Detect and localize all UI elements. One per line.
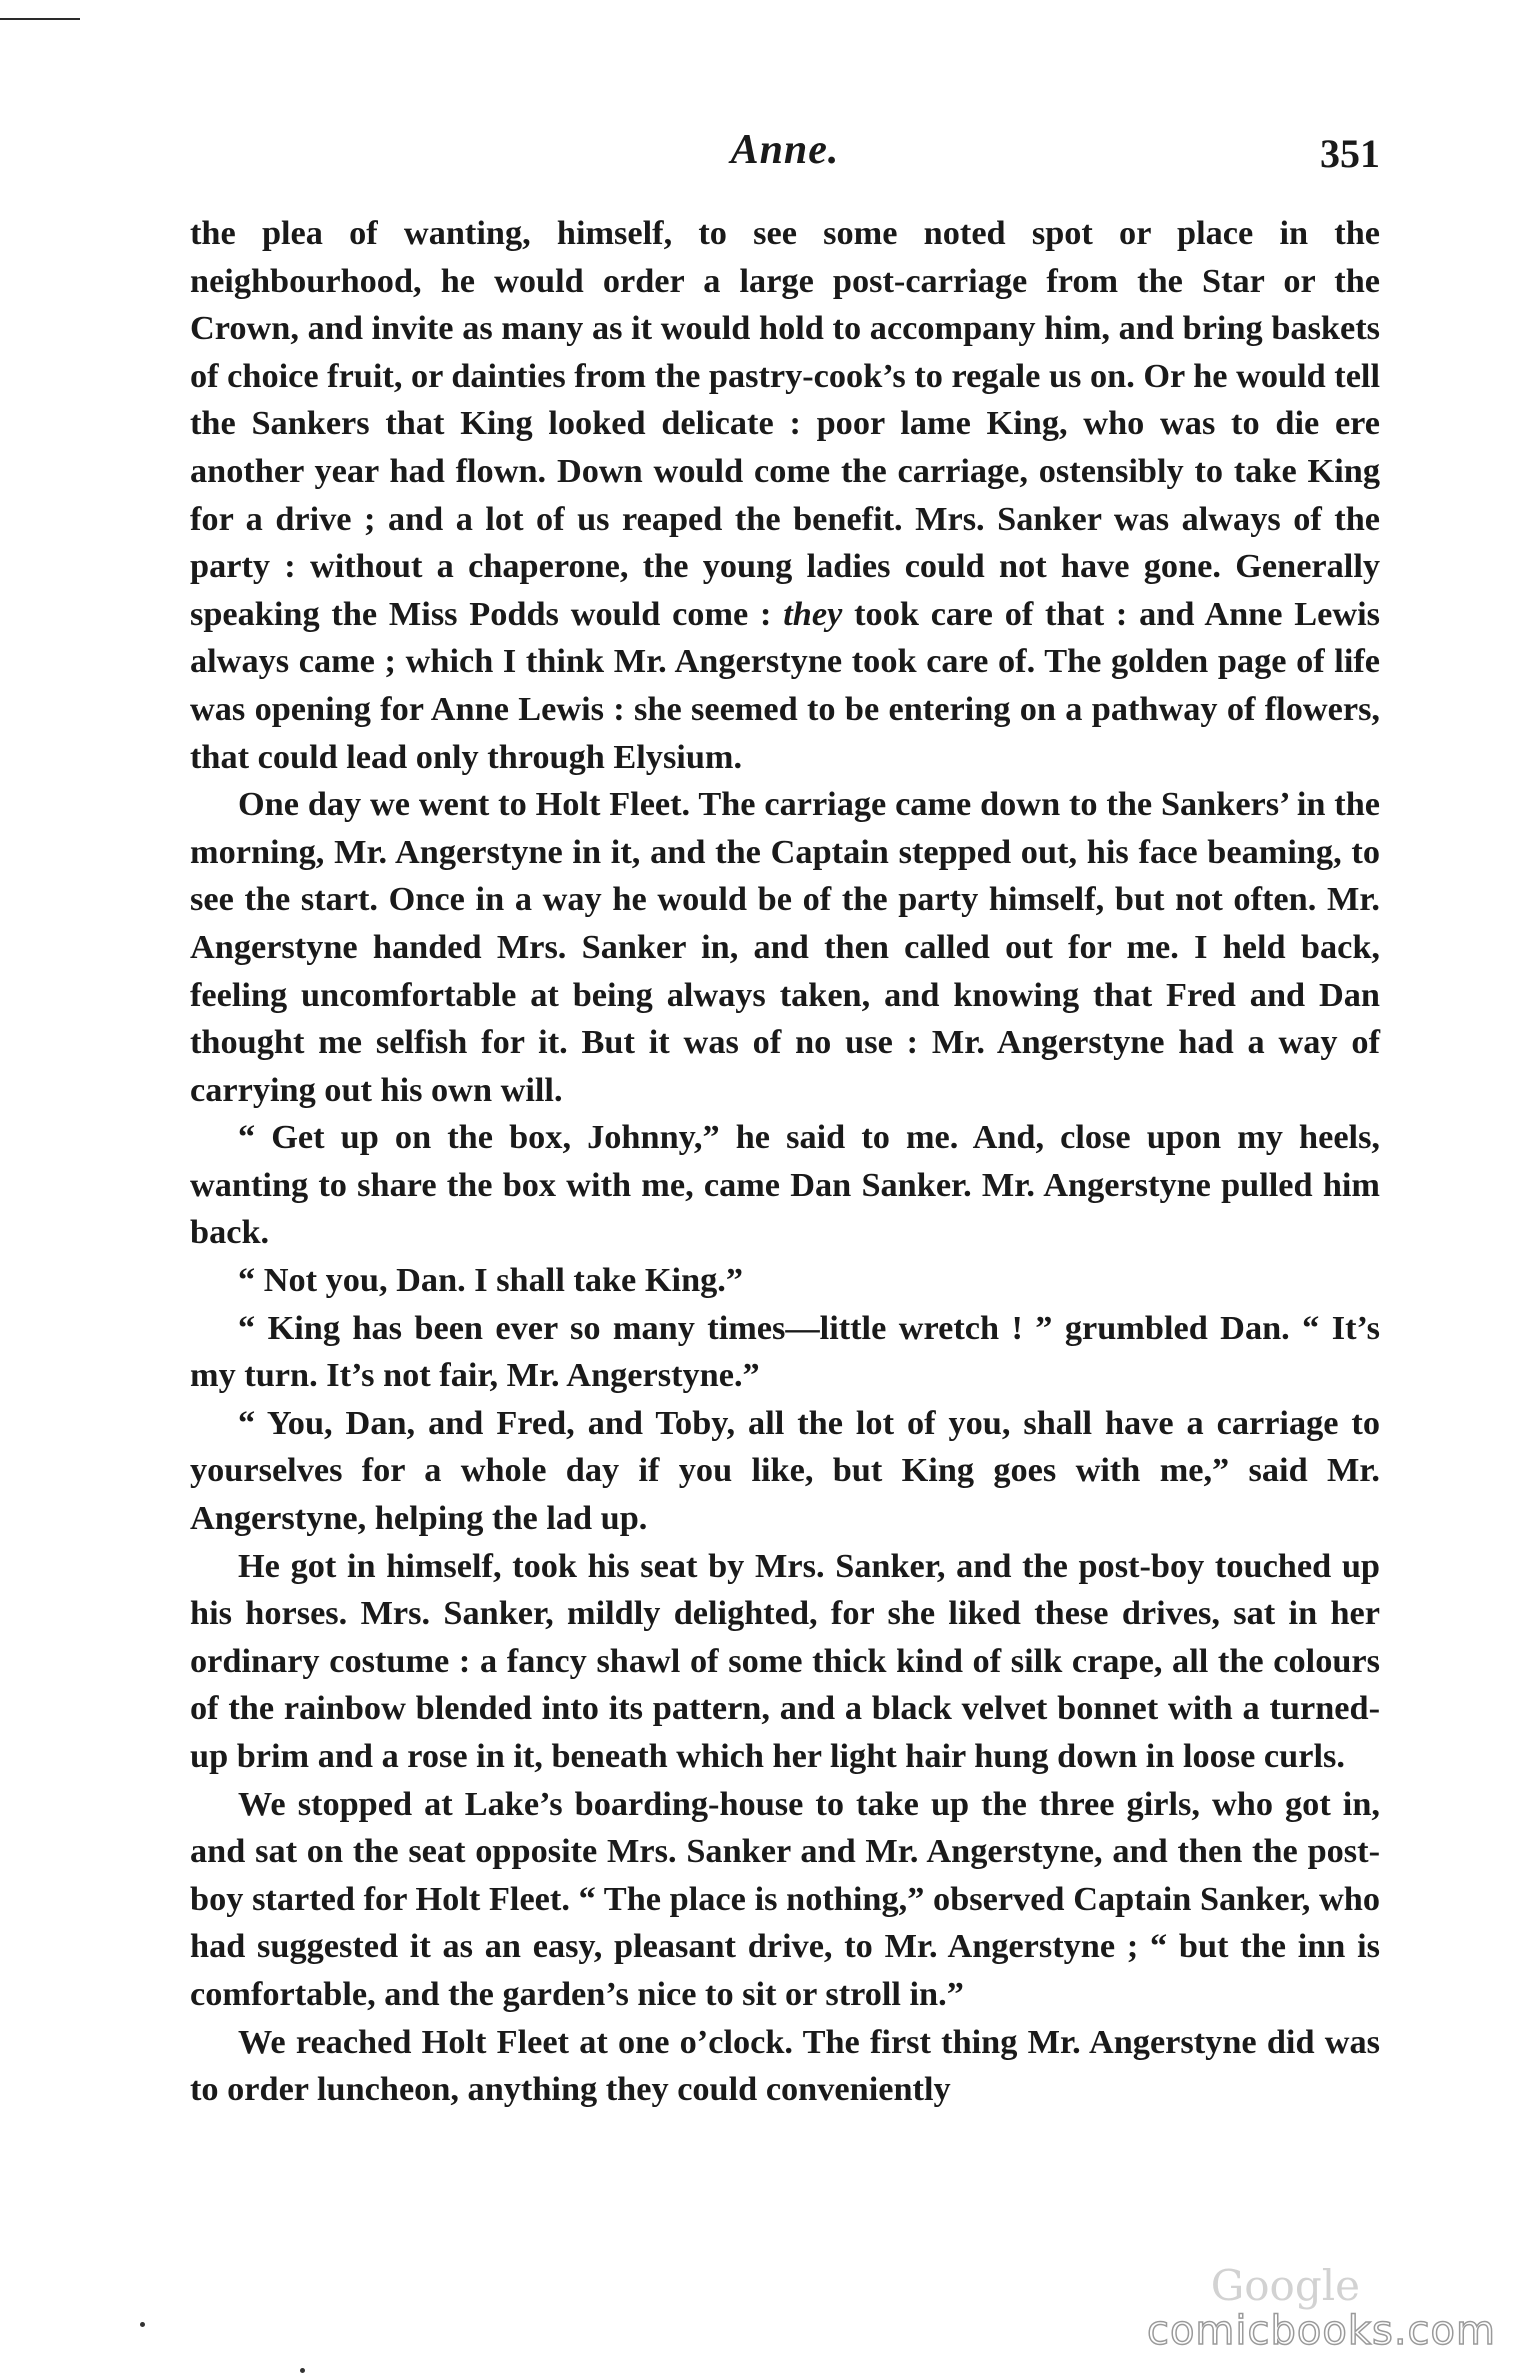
paragraph-8: We stopped at Lake’s boarding-house to take up the three girls, who got in, and sat on the seat opposite Mrs. Sanker and Mr. Angerstyne, and then the post-boy started for Holt Fleet. “ The place is nothing,” observed Captain Sanker, who had suggested it as an easy, pleasant drive, to Mr. Angerstyne ; “ but the inn is comfortable, and the garden’s nice to sit or stroll in.” (190, 1784, 1380, 2013)
paragraph-1 (190, 210, 1380, 781)
page-header (190, 126, 1380, 186)
paragraph-7: He got in himself, took his seat by Mrs. Sanker, and the post-boy touched up his horses. Mrs. Sanker, mildly delighted, for she liked these drives, sat in her ordinary costume : a fancy shawl of some thick kind of silk crape, all the colours of the rainbow blended into its pattern, and a black velvet bonnet with a turned-up brim and a rose in it, beneath which her light hair hung down in loose curls. (190, 1546, 1380, 1775)
paragraph-1-italic: they (783, 594, 843, 633)
margin-speck (140, 2322, 145, 2327)
paragraph-3: “ Get up on the box, Johnny,” he said to me. And, close upon my heels, wanting to share the box with me, came Dan Sanker. Mr. Angerstyne pulled him back. (190, 1118, 1380, 1252)
paragraph-1-text: the plea of wanting, himself, to see some noted spot or place in the neighbourhood, he would order a large post-carriage from the Star or the Crown, and invite as many as it would hold to accompany him, and bring baskets of choice fruit, or dainties from the pastry-cook’s to regale us on. Or he would tell the Sankers that King looked delicate : poor lame King, who was to die ere another year had flown. Down would come the carriage, ostensibly to take King for a drive ; and a lot of us reaped the benefit. Mrs. Sanker was always of the party : without a chaperone, the young ladies could not have gone. Generally speaking the Miss Podds would come : (190, 214, 1380, 633)
paragraph-5: “ King has been ever so many times—little wretch ! ” grumbled Dan. “ It’s my turn. It’s not fair, Mr. Angerstyne.” (190, 1308, 1380, 1395)
corner-rule (0, 18, 80, 20)
page-number: 351 (1320, 131, 1380, 176)
paragraph-6: “ You, Dan, and Fred, and Toby, all the lot of you, shall have a carriage to yourselves for a whole day if you like, but King goes with me,” said Mr. Angerstyne, helping the lad up. (190, 1403, 1380, 1538)
ghost-watermark: Google (1210, 2261, 1360, 2310)
site-watermark: comicbooks.com (1146, 2308, 1496, 2354)
running-head: Anne. (730, 127, 840, 173)
margin-speck (300, 2368, 305, 2373)
body-text (190, 210, 1380, 2114)
paragraph-1-tail: took care of that : and Anne Lewis always came ; which I think Mr. Angerstyne took care of. The golden page of life was opening for Anne Lewis : she seemed to be entering on a pathway of flowers, that could lead only through Elysium. (190, 594, 1380, 776)
paragraph-2: One day we went to Holt Fleet. The carriage came down to the Sankers’ in the morning, Mr. Angerstyne in it, and the Captain stepped out, his face beaming, to see the start. Once in a way he would be of the party himself, but not often. Mr. Angerstyne handed Mrs. Sanker in, and then called out for me. I held back, feeling uncomfortable at being always taken, and knowing that Fred and Dan thought me selfish for it. But it was of no use : Mr. Angerstyne had a way of carrying out his own will. (190, 785, 1380, 1109)
paragraph-9: We reached Holt Fleet at one o’clock. The first thing Mr. Angerstyne did was to order luncheon, anything they could conveniently (190, 2022, 1380, 2109)
paragraph-4: “ Not you, Dan. I shall take King.” (238, 1261, 744, 1300)
